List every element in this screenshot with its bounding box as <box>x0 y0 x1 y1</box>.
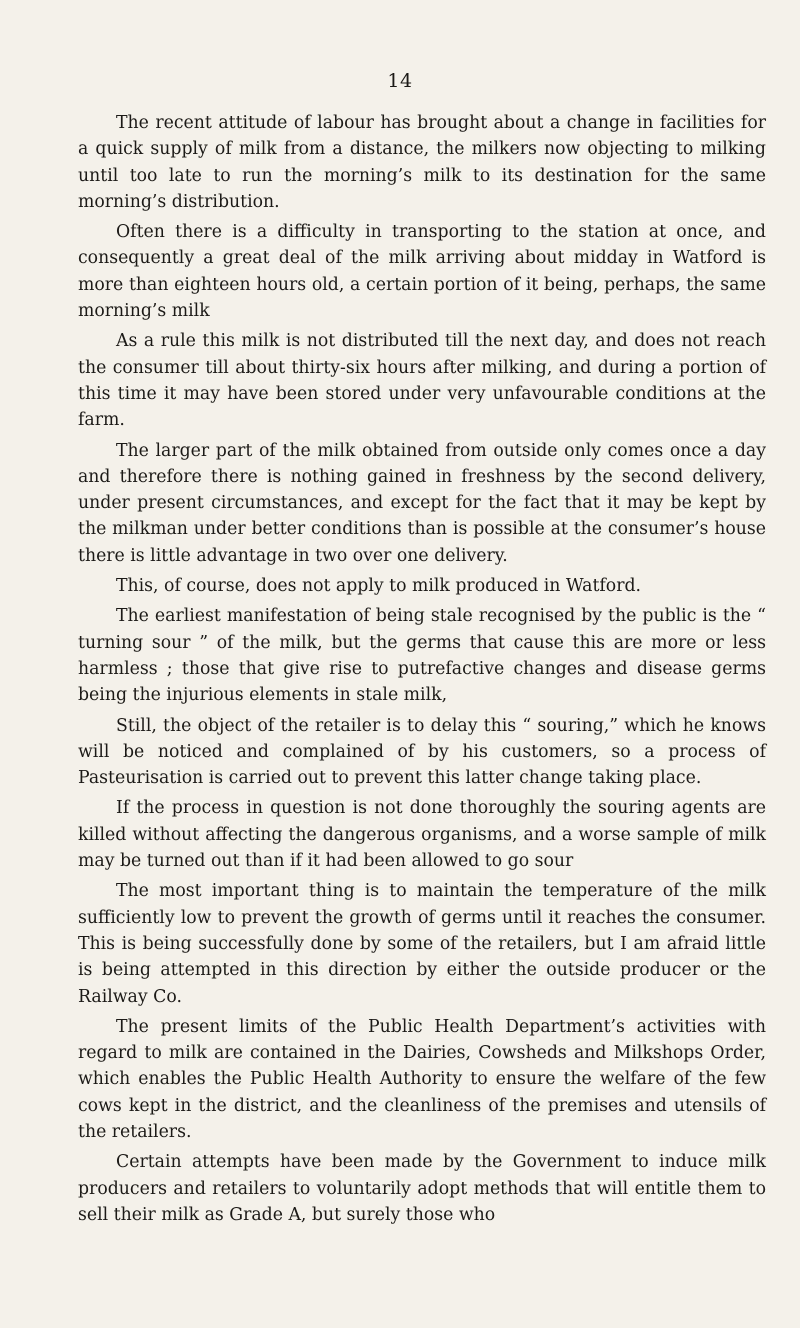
paragraph-5: This, of course, does not apply to milk produced in Watford. <box>116 576 642 597</box>
paragraph-1: The recent attitude of labour has brought about a change in facilities for a quick supply of milk from a distance, the milkers now objecting to milking until too late to run the morning’s milk to its destination for the same morning’s distribution. <box>78 113 766 212</box>
body-text <box>78 110 766 1232</box>
paragraph-3: As a rule this milk is not distributed till the next day, and does not reach the consumer till about thirty-six hours after milking, and during a portion of this time it may have been stored under very unfavourable conditions at the farm. <box>78 331 766 431</box>
paragraph-7: Still, the object of the retailer is to delay this “ souring,” which he knows will be noticed and complained of by his customers, so a process of Pasteurisation is carried out to prevent this latter change taking place. <box>78 715 766 789</box>
paragraph-9: The most important thing is to maintain the temperature of the milk sufficiently low to prevent the growth of germs until it reaches the consumer. This is being successfully done by some of the retailers, but I am afraid little is being attempted in this direction by either the outside producer or the Railway Co. <box>78 881 766 1007</box>
paragraph-4: The larger part of the milk obtained from outside only comes once a day and therefore there is nothing gained in freshness by the second delivery, under present circumstances, and except for the fact that it may be kept by the milkman under better conditions than is possible at the consumer’s house there is little advantage in two over one delivery. <box>78 440 766 566</box>
paragraph-11: Certain attempts have been made by the Government to induce milk producers and retailers to voluntarily adopt methods that will entitle them to sell their milk as Grade A, but surely those who <box>78 1152 766 1225</box>
paragraph-8: If the process in question is not done thoroughly the souring agents are killed without affecting the dangerous organisms, and a worse sample of milk may be turned out than if it had been allowed to go sour <box>78 798 766 872</box>
paragraph-10: The present limits of the Public Health Department’s activities with regard to milk are contained in the Dairies, Cowsheds and Milkshops Order, which enables the Public Health Authority to ensure the welfare of the few cows kept in the district, and the cleanliness of the premises and utensils of the retailers. <box>78 1016 766 1142</box>
paragraph-2: Often there is a difficulty in transporting to the station at once, and consequently a great deal of the milk arriving about midday in Watford is more than eighteen hours old, a certain portion of it being, perhaps, the same morning’s milk <box>78 222 766 322</box>
paragraph-6: The earliest manifestation of being stale recognised by the public is the “ turning sour ” of the milk, but the germs that cause this are more or less harmless ; those that give rise to putrefactive changes and disease germs being the injurious elements in stale milk, <box>78 606 766 706</box>
page-number: 14 <box>387 70 413 92</box>
